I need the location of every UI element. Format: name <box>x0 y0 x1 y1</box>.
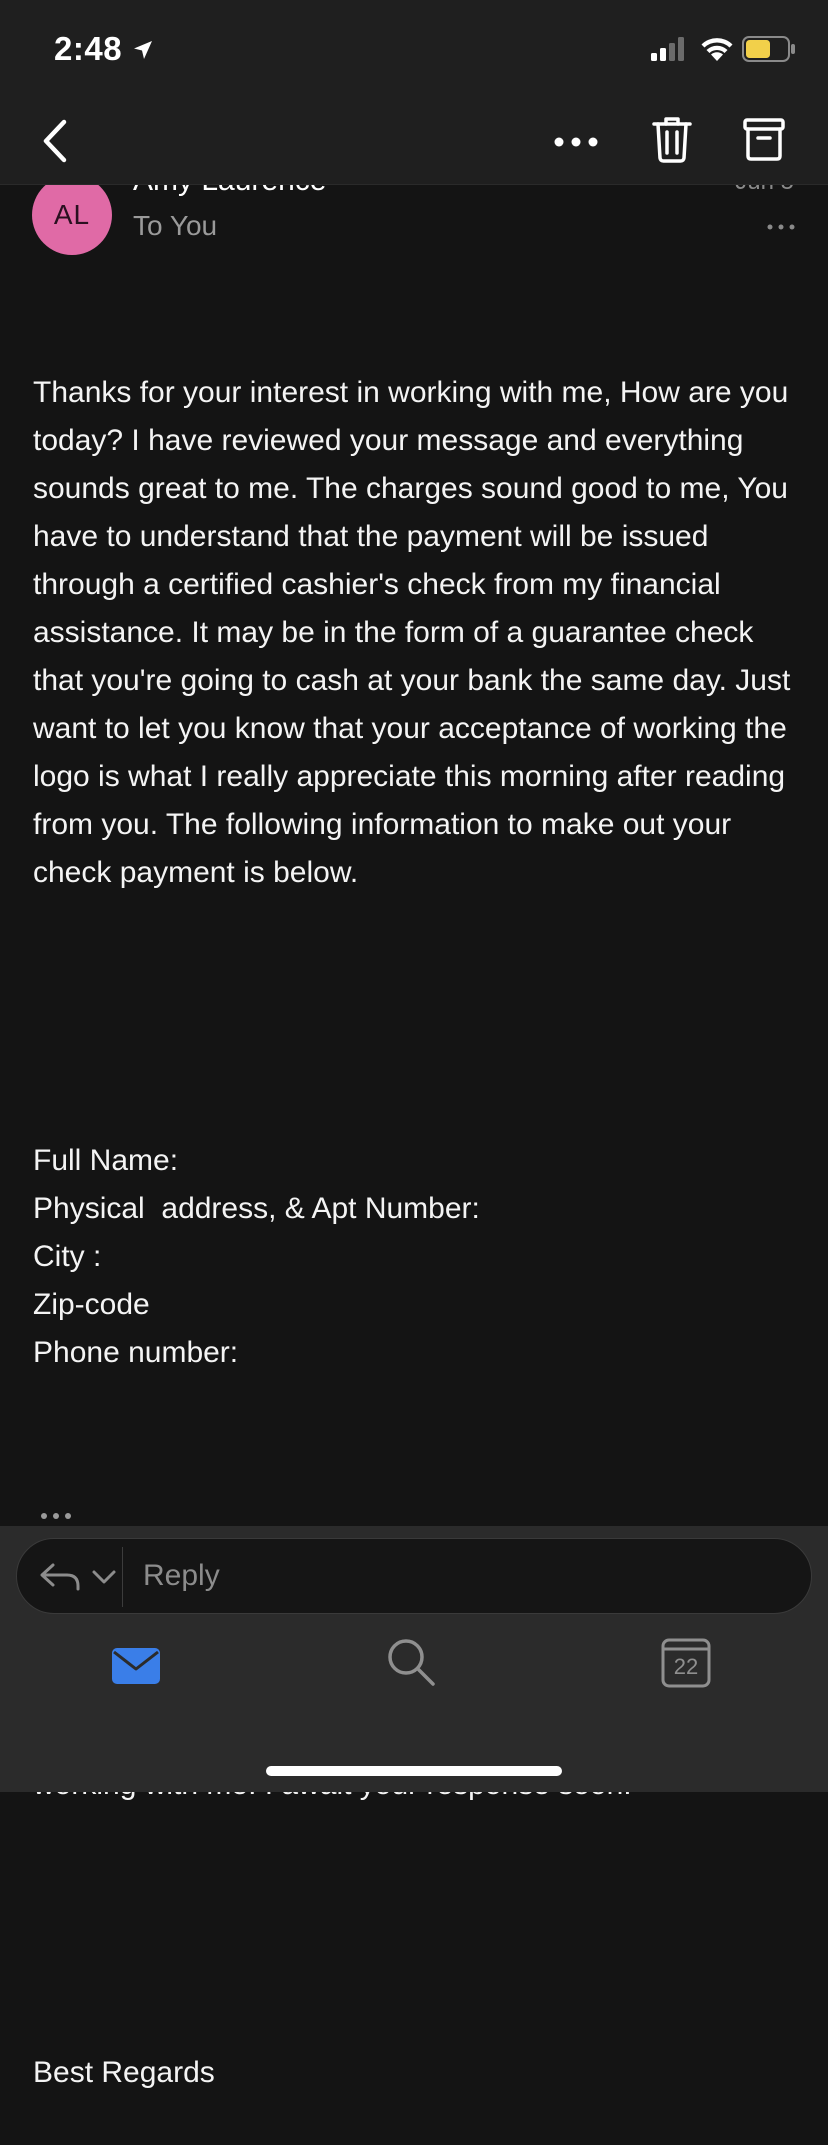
reply-divider <box>122 1547 123 1607</box>
archive-icon <box>745 120 783 159</box>
avatar[interactable] <box>32 175 112 255</box>
body-paragraph-form-fields: Full Name: Physical address, & Apt Number: City : Zip-code Phone number: <box>33 1144 480 1369</box>
more-actions-button[interactable] <box>552 122 600 162</box>
message-nav-bar <box>0 100 828 185</box>
reply-input[interactable]: Reply <box>143 1559 220 1592</box>
status-bar <box>0 0 828 100</box>
status-time: 2:48 <box>54 30 123 67</box>
delete-button[interactable] <box>650 114 694 164</box>
recipient-line[interactable]: To You <box>133 210 218 241</box>
top-bar <box>0 0 828 185</box>
message-details-button[interactable] <box>766 222 796 232</box>
more-icon <box>555 138 598 147</box>
body-signoff: Best Regards <box>33 2056 215 2089</box>
trash-icon <box>654 119 690 161</box>
back-button[interactable] <box>36 116 76 166</box>
bottom-toolbar <box>0 1526 828 1792</box>
reply-icon[interactable] <box>39 1561 81 1593</box>
tab-calendar[interactable] <box>660 1634 712 1690</box>
search-icon <box>390 1641 433 1684</box>
chevron-down-icon[interactable] <box>91 1567 117 1587</box>
home-indicator[interactable] <box>266 1766 562 1776</box>
reply-bar[interactable] <box>16 1538 812 1614</box>
tab-mail[interactable] <box>110 1644 162 1688</box>
mail-icon <box>112 1648 160 1684</box>
cellular-signal-icon <box>651 37 689 61</box>
chevron-left-icon <box>46 122 64 160</box>
avatar-initials: AL <box>53 199 91 230</box>
message-body <box>33 273 803 2145</box>
more-horizontal-icon <box>768 225 795 230</box>
show-trimmed-content-button[interactable] <box>40 1511 72 1521</box>
tab-search[interactable] <box>385 1636 437 1690</box>
ellipsis-icon <box>41 1513 71 1519</box>
archive-button[interactable] <box>742 116 786 162</box>
body-paragraph-intro: Thanks for your interest in working with me, How are you today? I have reviewed your message and everything sounds great to me. The charges sound good to me, You have to understand that the payment will be issued through a certified cashier's check from my financial assistance. It may be in the form of a guarantee check that you're going to cash at your bank the same day. Just want to let you know that your acceptance of working the logo is what I really appreciate this morning after reading from you. The following information to make out your check payment is below. <box>33 376 799 889</box>
wifi-icon <box>699 34 735 62</box>
calendar-day-number: 22 <box>673 1654 699 1679</box>
battery-icon <box>742 36 796 62</box>
location-arrow-icon <box>132 39 154 61</box>
